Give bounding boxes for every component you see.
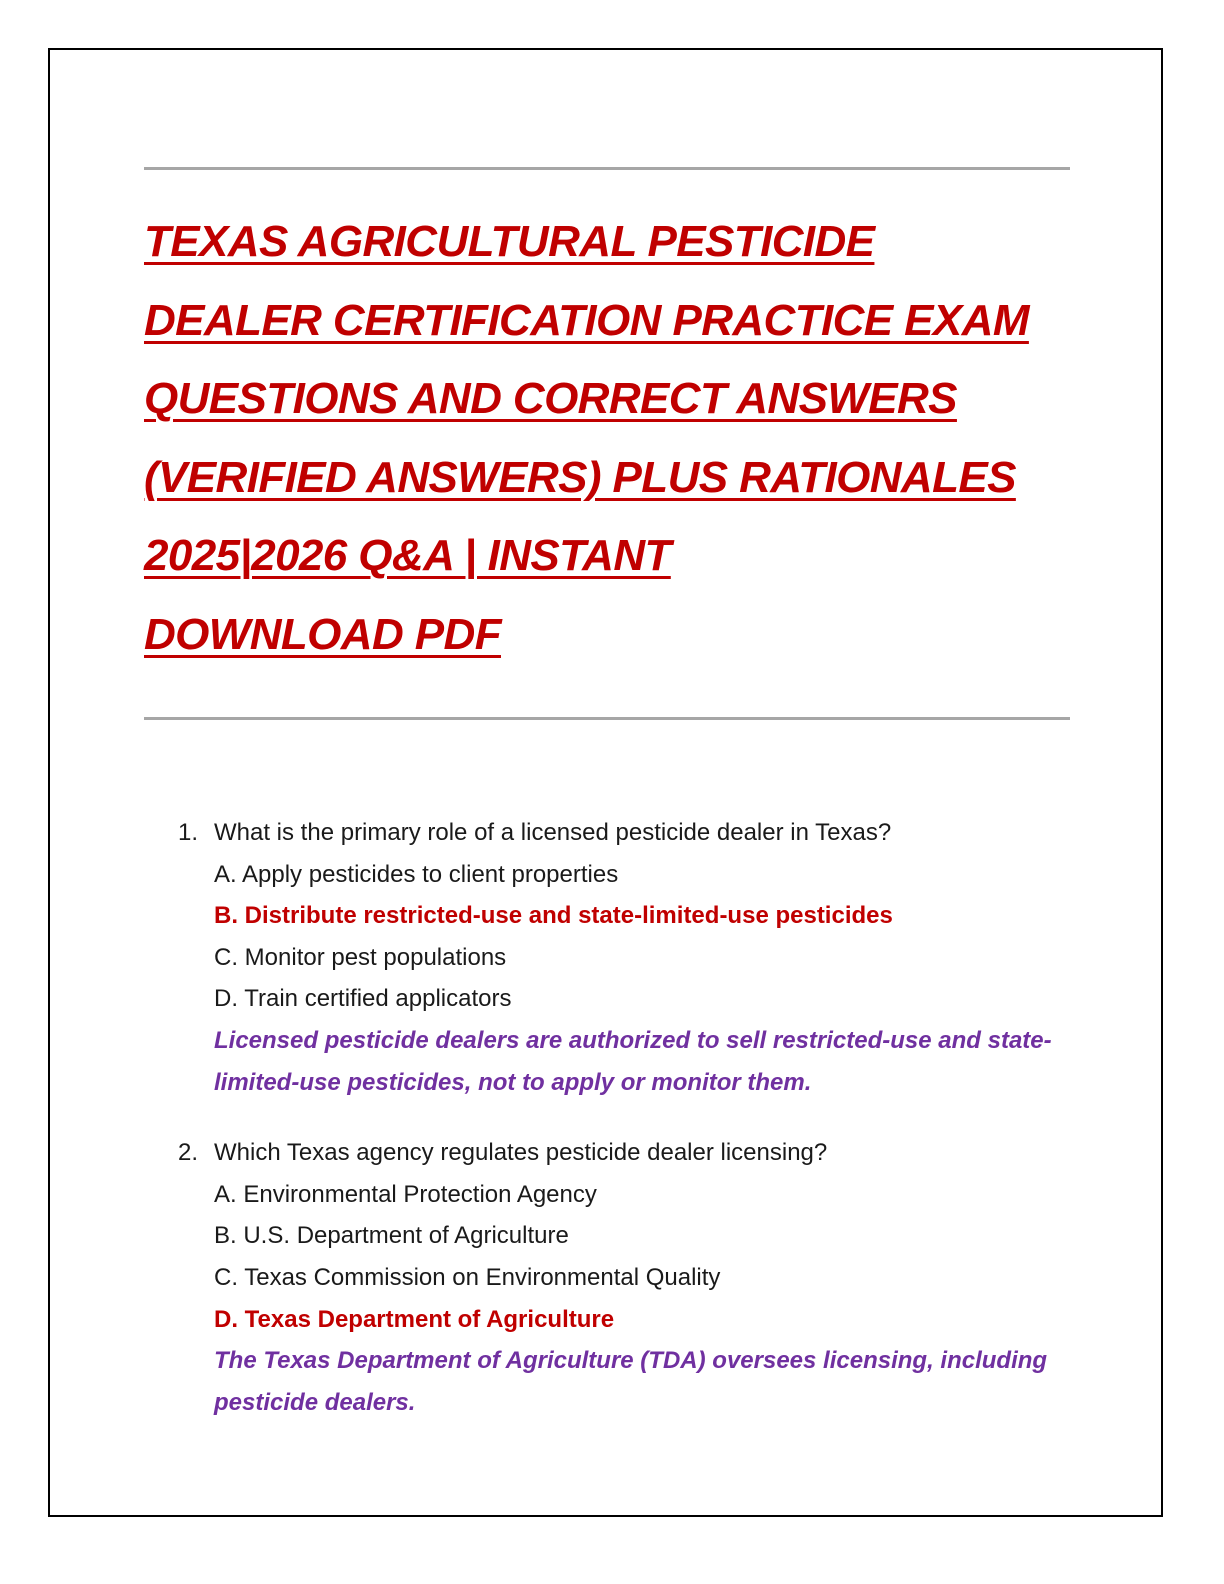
question-number: 1.: [178, 819, 199, 846]
answer-option-b: B. U.S. Department of Agriculture: [214, 1222, 569, 1250]
question-1: [0, 812, 1224, 1103]
answer-option-c: C. Texas Commission on Environmental Quality: [214, 1263, 721, 1291]
answer-option-d: D. Train certified applicators: [214, 985, 512, 1013]
question-text: Which Texas agency regulates pesticide dealer licensing?: [214, 1139, 828, 1167]
title-line: TEXAS AGRICULTURAL PESTICIDE: [144, 217, 875, 266]
bottom-divider: [144, 717, 1070, 720]
question-body: [214, 812, 1094, 1103]
question-list: [0, 812, 1224, 1452]
title-line: 2025|2026 Q&A | INSTANT: [144, 531, 671, 580]
answer-option-a: A. Apply pesticides to client properties: [214, 860, 619, 888]
title-line: DOWNLOAD PDF: [144, 609, 501, 659]
answer-rationale: Licensed pesticide dealers are authorized to sell restricted-use and state-limited-use pesticides, not to apply or monitor them.: [214, 1026, 1052, 1096]
title-line: DEALER CERTIFICATION PRACTICE EXAM: [144, 295, 1029, 345]
question-number: 2.: [178, 1139, 199, 1167]
title-line: QUESTIONS AND CORRECT ANSWERS: [144, 374, 957, 423]
question-2: [0, 1132, 1224, 1423]
answer-rationale: The Texas Department of Agriculture (TDA) oversees licensing, including pesticide dealers.: [214, 1347, 1048, 1416]
answer-option-a: A. Environmental Protection Agency: [214, 1180, 597, 1208]
top-divider: [144, 167, 1070, 170]
document-title: [144, 203, 1084, 674]
title-line: (VERIFIED ANSWERS) PLUS RATIONALES: [144, 452, 1016, 502]
answer-option-d-correct: D. Texas Department of Agriculture: [214, 1305, 615, 1333]
answer-option-c: C. Monitor pest populations: [214, 943, 507, 971]
answer-option-b-correct: B. Distribute restricted-use and state-limited-use pesticides: [214, 902, 893, 930]
question-text: What is the primary role of a licensed pesticide dealer in Texas?: [214, 819, 892, 846]
question-body: [214, 1132, 1094, 1423]
